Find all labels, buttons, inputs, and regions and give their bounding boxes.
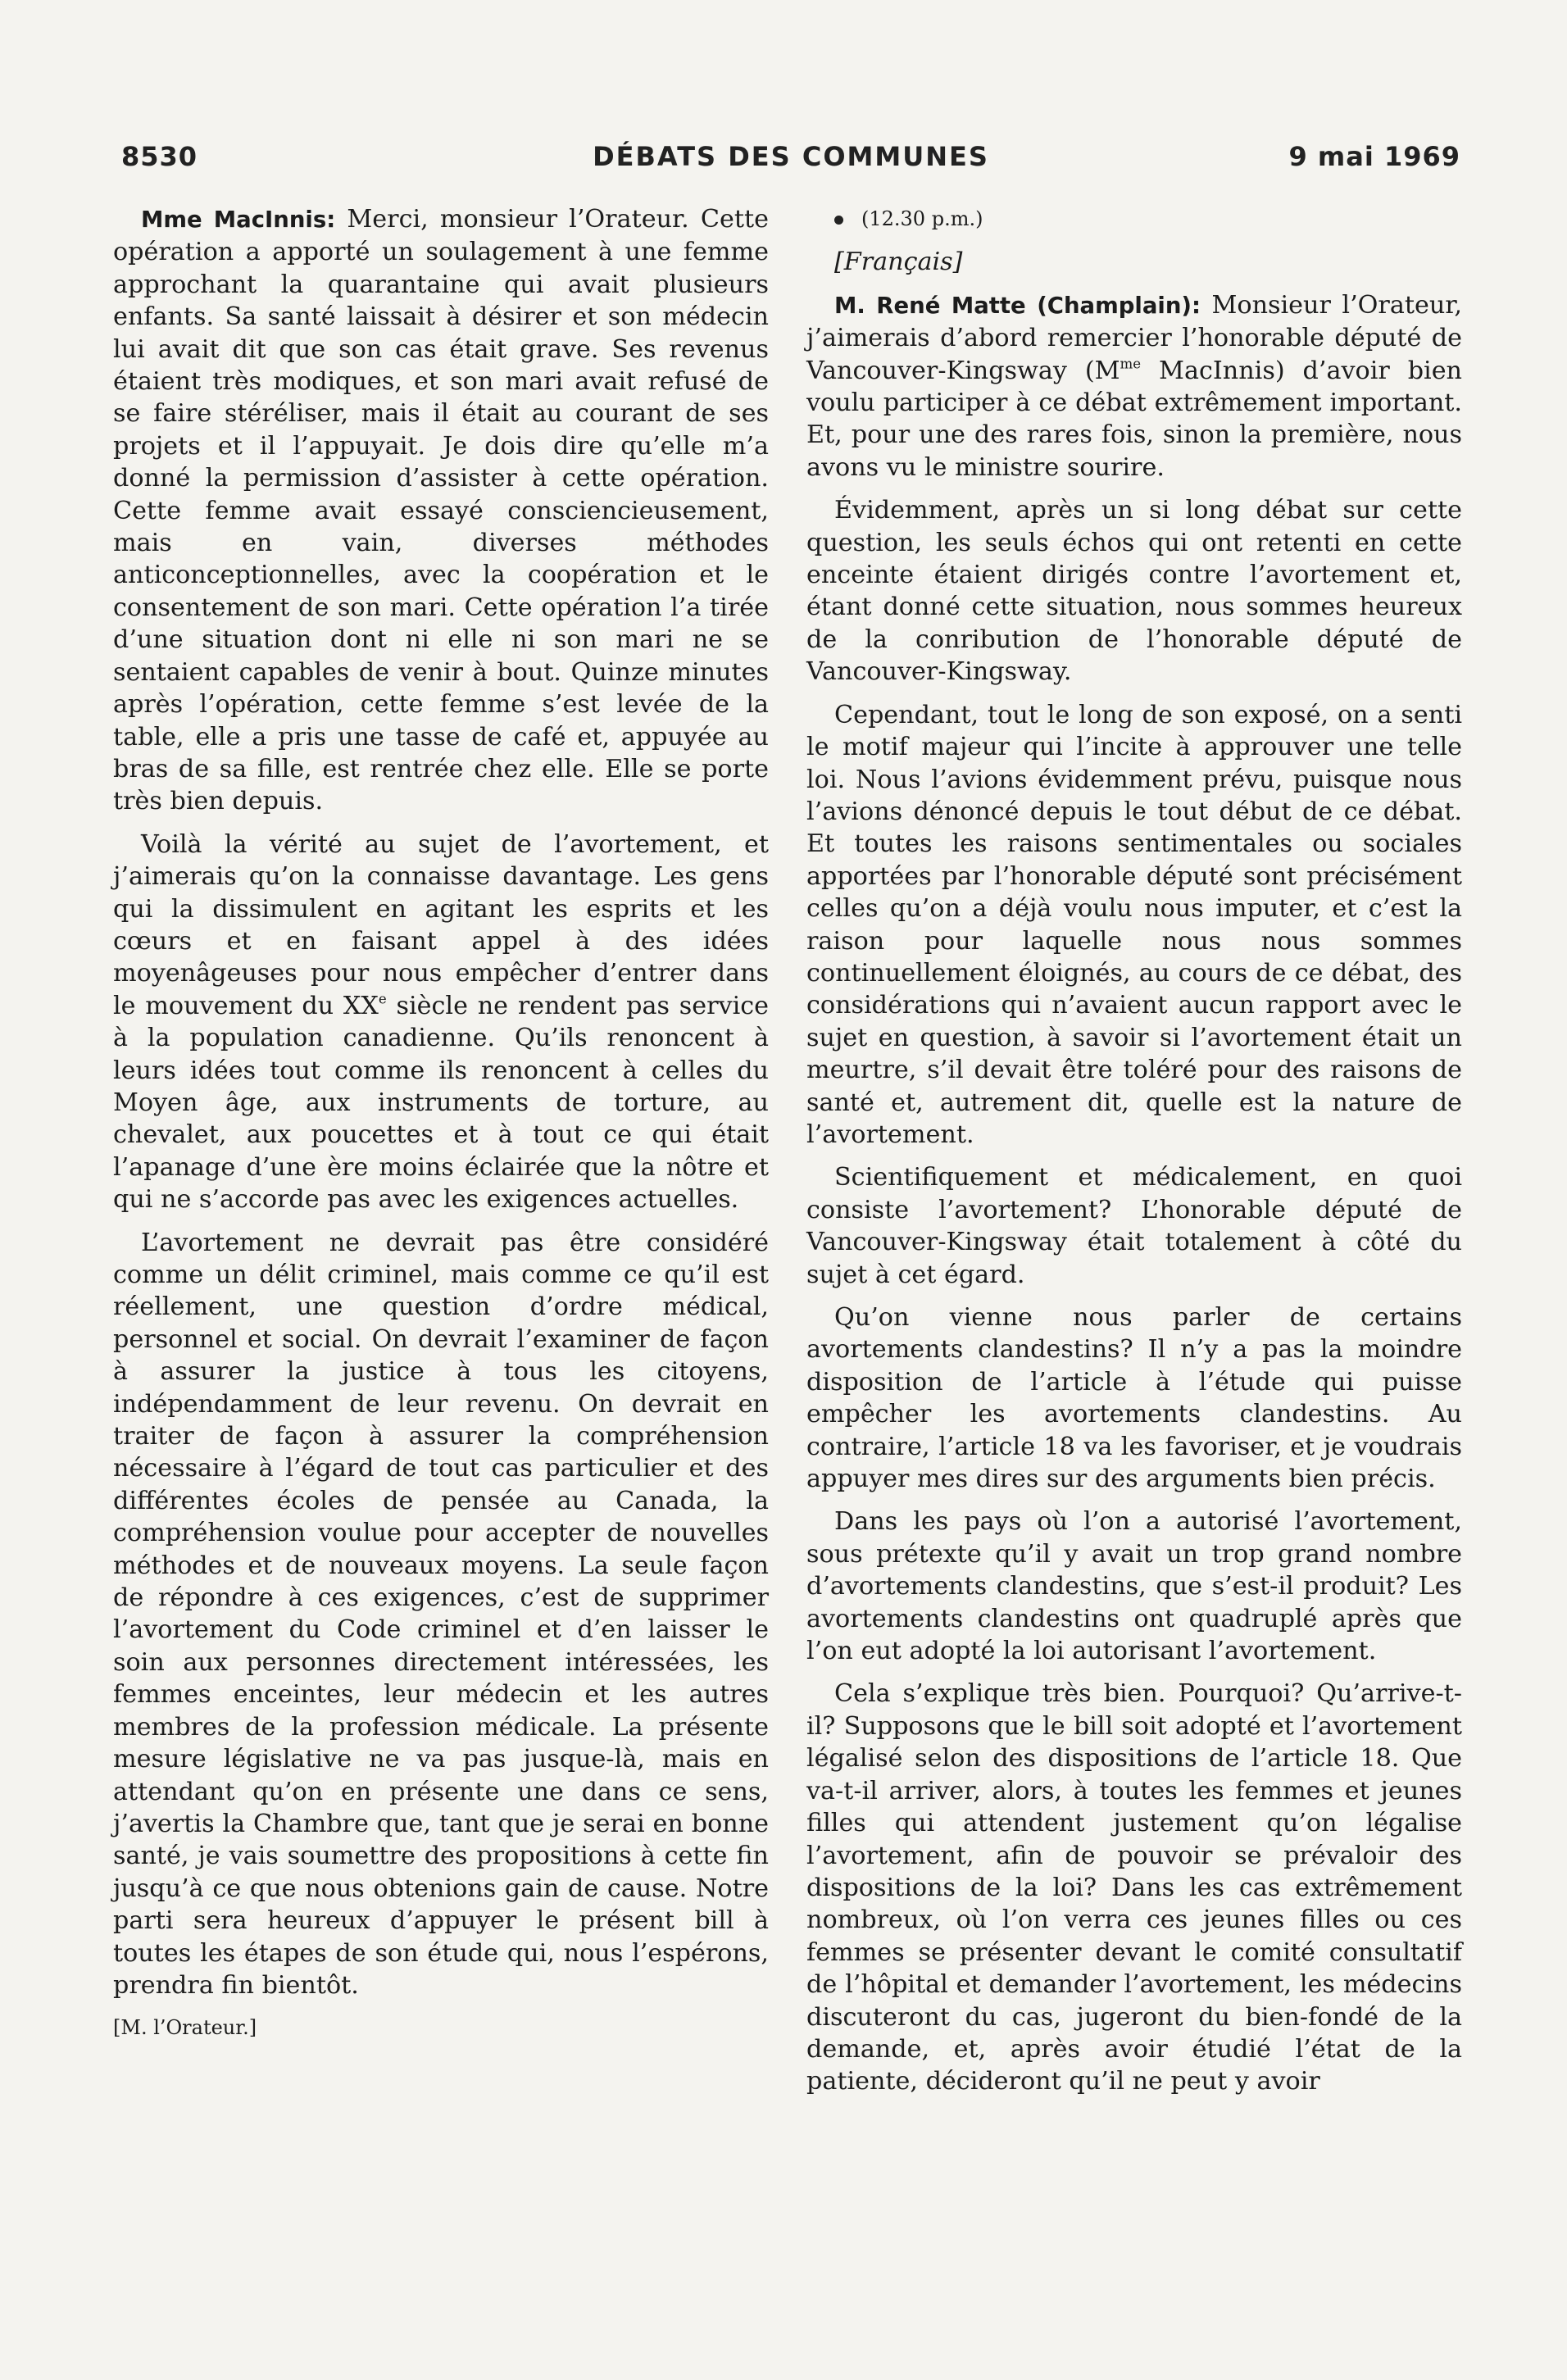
paragraph: Cela s’explique très bien. Pourquoi? Qu’arrive-t-il? Supposons que le bill soit adopté et l’avortement légalisé selon des dispositions de l’article 18. Que va-t-il arriver, alors, à toutes les femmes et jeunes filles qui attendent justement qu’on légalise l’avortement, afin de pouvoir se prévaloir des dispositions de la loi? Dans les cas extrêmement nombreux, où l’on verra ces jeunes filles ou ces femmes se présenter devant le comité consultatif de l’hôpital et demander l’avortement, les médecins discuteront du cas, jugeront du bien-fondé de la demande, et, après avoir étudié l’état de la patiente, décideront qu’il ne peut y avoir — [806, 1679, 1462, 2096]
page-header — [121, 141, 1460, 177]
paragraph — [113, 203, 769, 818]
timestamp-text: (12.30 p.m.) — [861, 207, 983, 230]
publication-title: DÉBATS DES COMMUNES — [593, 141, 989, 172]
superscript: e — [378, 991, 387, 1007]
page-date: 9 mai 1969 — [1288, 141, 1460, 172]
paragraph: Cependant, tout le long de son exposé, on a senti le motif majeur qui l’incite à approuver une telle loi. Nous l’avions évidemment prévu, puisque nous l’avions dénoncé depuis le tout début de ce débat. Et toutes les raisons sentimentales ou sociales apportées par l’honorable député sont précisément celles qu’on a déjà voulu nous imputer, et c’est la raison pour laquelle nous nous sommes continuellement éloignés, au cours de ce débat, des considérations qui n’avaient aucun rapport avec le sujet en question, à savoir si l’avortement était un meurtre, s’il devait être toléré pour des raisons de santé et, autrement dit, quelle est la nature de l’avortement. — [806, 700, 1462, 1149]
speaker-change-note: [M. l’Orateur.] — [113, 2016, 257, 2040]
paragraph: Scientifiquement et médicalement, en quoi consiste l’avortement? L’honorable député de Vancouver-Kingsway était totalement à côté du sujet à cet égard. — [806, 1163, 1462, 1289]
paragraph: Dans les pays où l’on a autorisé l’avortement, sous prétexte qu’il y avait un trop grand nombre d’avortements clandestins, que s’est-il produit? Les avortements clandestins ont quadruplé après que l’on eut adopté la loi autorisant l’avortement. — [806, 1507, 1462, 1666]
superscript: me — [1120, 356, 1142, 372]
page-number: 8530 — [121, 141, 198, 172]
speaker-name: Mme MacInnis: — [141, 207, 336, 233]
paragraph-text: Monsieur l’Orateur, j’aimerais d’abord remercier l’honorable député de Vancouver-Kingsway (M — [806, 290, 1462, 385]
language-marker: [Français] — [834, 248, 963, 277]
paragraph-text: Merci, monsieur l’Orateur. Cette opération a apporté un soulagement à une femme approchant la quarantaine qui avait plusieurs enfants. Sa santé laissait à désirer et son médecin lui avait dit que son cas était grave. Ses revenus étaient très modiques, et son mari avait refusé de se faire stéréliser, mais il était au courant de ses projets et il l’appuyait. Je dois dire qu’elle m’a donné la permission d’assister à cette opération. Cette femme avait essayé consciencieusement, mais en vain, diverses méthodes anticonceptionnelles, avec la coopération et le consentement de son mari. Cette opération l’a tirée d’une situation dont ni elle ni son mari ne se sentaient capables de venir à bout. Quinze minutes après l’opération, cette femme s’est levée de la table, elle a pris une tasse de café et, appuyée au bras de sa fille, est rentrée chez elle. Elle se porte très bien depuis. — [113, 205, 769, 816]
right-column — [806, 203, 1462, 2109]
timestamp — [806, 203, 1462, 235]
paragraph-text: MacInnis) d’avoir bien voulu participer à ce débat extrêmement important. Et, pour une des rares fois, sinon la première, nous avons vu le ministre sourire. — [806, 356, 1462, 482]
speaker-name: M. René Matte (Champlain): — [834, 292, 1201, 319]
left-column — [113, 203, 769, 2055]
bullet-icon — [834, 216, 843, 225]
paragraph: Qu’on vienne nous parler de certains avortements clandestins? Il n’y a pas la moindre disposition de l’article à l’étude qui puisse empêcher les avortements clandestins. Au contraire, l’article 18 va les favoriser, et je voudrais appuyer mes dires sur des arguments bien précis. — [806, 1303, 1462, 1494]
paragraph — [806, 289, 1462, 484]
paragraph-text: Voilà la vérité au sujet de l’avortement, et j’aimerais qu’on la connaisse davantage. Les gens qui la dissimulent en agitant les esprits et les cœurs et en faisant appel à des idées moyenâgeuses pour nous empêcher d’entrer dans le mouvement du XX — [113, 829, 769, 1020]
paragraph: L’avortement ne devrait pas être considéré comme un délit criminel, mais comme ce qu’il est réellement, une question d’ordre médical, personnel et social. On devrait l’examiner de façon à assurer la justice à tous les citoyens, indépendamment de leur revenu. On devrait en traiter de façon à assurer la compréhension nécessaire à l’égard de tout cas particulier et des différentes écoles de pensée au Canada, la compréhension voulue pour accepter de nouvelles méthodes et de nouveaux moyens. La seule façon de répondre à ces exigences, c’est de supprimer l’avortement du Code criminel et d’en laisser le soin aux personnes directement intéressées, les femmes enceintes, leur médecin et les autres membres de la profession médicale. La présente mesure législative ne va pas jusque-là, mais en attendant qu’on en présente une dans ce sens, j’avertis la Chambre que, tant que je serai en bonne santé, je vais soumettre des propositions à cette fin jusqu’à ce que nous obtenions gain de cause. Notre parti sera heureux d’appuyer le présent bill à toutes les étapes de son étude qui, nous l’espérons, prendra fin bientôt. — [113, 1228, 769, 2000]
paragraph — [113, 829, 769, 1216]
paragraph-text: siècle ne rendent pas service à la population canadienne. Qu’ils renoncent à leurs idées tout comme ils renoncent à celles du Moyen âge, aux instruments de torture, au chevalet, aux poucettes et à tout ce qui était l’apanage d’une ère moins éclairée que la nôtre et qui ne s’accorde pas avec les exigences actuelles. — [113, 991, 769, 1215]
paragraph: Évidemment, après un si long débat sur cette question, les seuls échos qui ont retenti en cette enceinte étaient dirigés contre l’avortement et, étant donné cette situation, nous sommes heureux de la conribution de l’honorable député de Vancouver-Kingsway. — [806, 496, 1462, 687]
